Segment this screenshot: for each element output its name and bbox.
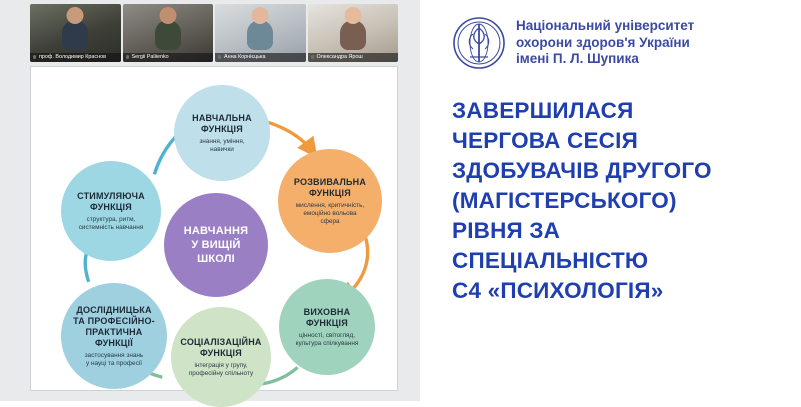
university-name-line: Національний університет	[516, 18, 695, 33]
headline-line: ЧЕРГОВА СЕСІЯ	[452, 128, 638, 153]
headline-line: С4 «ПСИХОЛОГІЯ»	[452, 278, 664, 303]
university-name	[516, 16, 694, 68]
bubble-subtitle: знання, уміння, навички	[199, 137, 245, 153]
bubble-title: РОЗВИВАЛЬНА ФУНКЦІЯ	[293, 176, 367, 198]
participant-tile[interactable]	[308, 4, 399, 62]
bubble-title: СОЦІАЛІЗАЦІЙНА ФУНКЦІЯ	[180, 336, 262, 358]
bubble-title: НАВЧАННЯ У ВИЩІЙ ШКОЛІ	[183, 225, 249, 265]
participant-tile[interactable]	[123, 4, 214, 62]
bubble-subtitle: застосування знань у науці та професії	[84, 351, 144, 367]
university-name-line: імені П. Л. Шупика	[516, 51, 639, 66]
participant-name: Sergii Paliienko	[123, 53, 214, 62]
bubble-socialization[interactable]	[171, 307, 271, 407]
headline-line: (МАГІСТЕРСЬКОГО)	[452, 188, 677, 213]
participant-tile[interactable]	[30, 4, 121, 62]
bubble-upbringing[interactable]	[279, 279, 375, 375]
bubble-developing[interactable]	[278, 149, 382, 253]
bubble-title: НАВЧАЛЬНА ФУНКЦІЯ	[192, 112, 252, 134]
bubble-subtitle: мислення, критичність, емоційно вольова сфера	[295, 201, 365, 225]
university-emblem-icon	[452, 16, 506, 70]
bubble-title: СТИМУЛЯЮЧА ФУНКЦІЯ	[77, 190, 145, 212]
participant-name: проф. Володимир Краснов	[30, 53, 121, 62]
bubble-center[interactable]	[164, 193, 268, 297]
bubble-subtitle: цінності, світогляд, культура спілкування	[295, 331, 359, 347]
participant-name: Олександра Ярош	[308, 53, 399, 62]
participant-name: Анна Корнієцька	[215, 53, 306, 62]
university-name-line: охорони здоров'я України	[516, 34, 690, 50]
bubble-teaching[interactable]	[174, 85, 270, 181]
bubble-subtitle: структура, ритм, системність навчання	[78, 215, 144, 231]
participant-tile[interactable]	[215, 4, 306, 62]
bubble-stimulating[interactable]	[61, 161, 161, 261]
headline-line: ЗАВЕРШИЛАСЯ	[452, 98, 634, 123]
bubble-title: ДОСЛІДНИЦЬКА ТА ПРОФЕСІЙНО- ПРАКТИЧНА ФУНКЦІЇ	[73, 304, 155, 348]
headline-line: ЗДОБУВАЧІВ ДРУГОГО	[452, 158, 712, 183]
bubble-research[interactable]	[61, 283, 167, 389]
brand-block	[452, 16, 694, 70]
video-conference-strip	[30, 4, 398, 62]
headline-line: РІВНЯ ЗА	[452, 218, 561, 243]
functions-diagram	[31, 67, 397, 390]
headline	[452, 96, 787, 306]
shared-slide[interactable]	[30, 66, 398, 391]
bubble-subtitle: інтеграція у групу, професійну спільноту	[188, 361, 254, 377]
announcement-panel	[420, 0, 801, 401]
headline-line: СПЕЦІАЛЬНІСТЮ	[452, 248, 649, 273]
bubble-title: ВИХОВНА ФУНКЦІЯ	[303, 306, 351, 328]
